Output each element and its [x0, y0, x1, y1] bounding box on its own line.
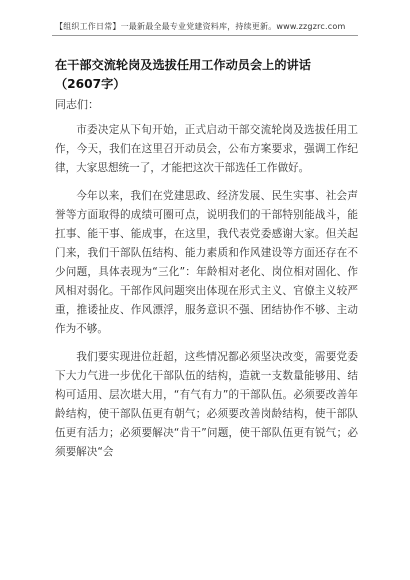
- paragraph: 今年以来，我们在党建思政、经济发展、民生实事、社会声誉等方面取得的成绩可圈可点，说明我们的干部特别能战斗，能扛事、能干事、能成事，在这里，我代表党委感谢大家。但关起门来，我们干部队伍结构、能力素质和作风建设等方面还存在不少问题，具体表现为“三化”：年龄相对老化、岗位相对固化、作风相对弱化。干部作风问题突出体现在形式主义、官僚主义较严重，推诿扯皮、作风漂浮，服务意识不强、团结协作不够、主动作为不够。: [55, 190, 358, 335]
- header-divider: [52, 35, 358, 36]
- paragraph: 我们要实现进位赶超，这些情况都必须坚决改变，需要党委下大力气进一步优化干部队伍的结构，造就一支数量能够用、结构可适用、层次堪大用，“有气有力”的干部队伍。必须要改善年龄结构，使干部队伍更有朝气；必须要改善岗龄结构，使干部队伍更有活力；必须要解决“肯干”问题，使干部队伍更有锐气；必须要解决“会: [55, 351, 358, 458]
- page-header: 【组织工作日常】一最新最全最专业党建资料库，持续更新。www.zzgzrc.com: [55, 22, 346, 31]
- salutation: 同志们：: [55, 98, 99, 111]
- paragraph: 市委决定从下旬开始，正式启动干部交流轮岗及选拔任用工作，今天，我们在这里召开动员会，公布方案要求，强调工作纪律，大家思想统一了，才能把这次干部选任工作做好。: [55, 124, 358, 174]
- document-body: [55, 121, 358, 471]
- document-title: 在干部交流轮岗及选拔任用工作动员会上的讲话（2607字）: [55, 58, 311, 91]
